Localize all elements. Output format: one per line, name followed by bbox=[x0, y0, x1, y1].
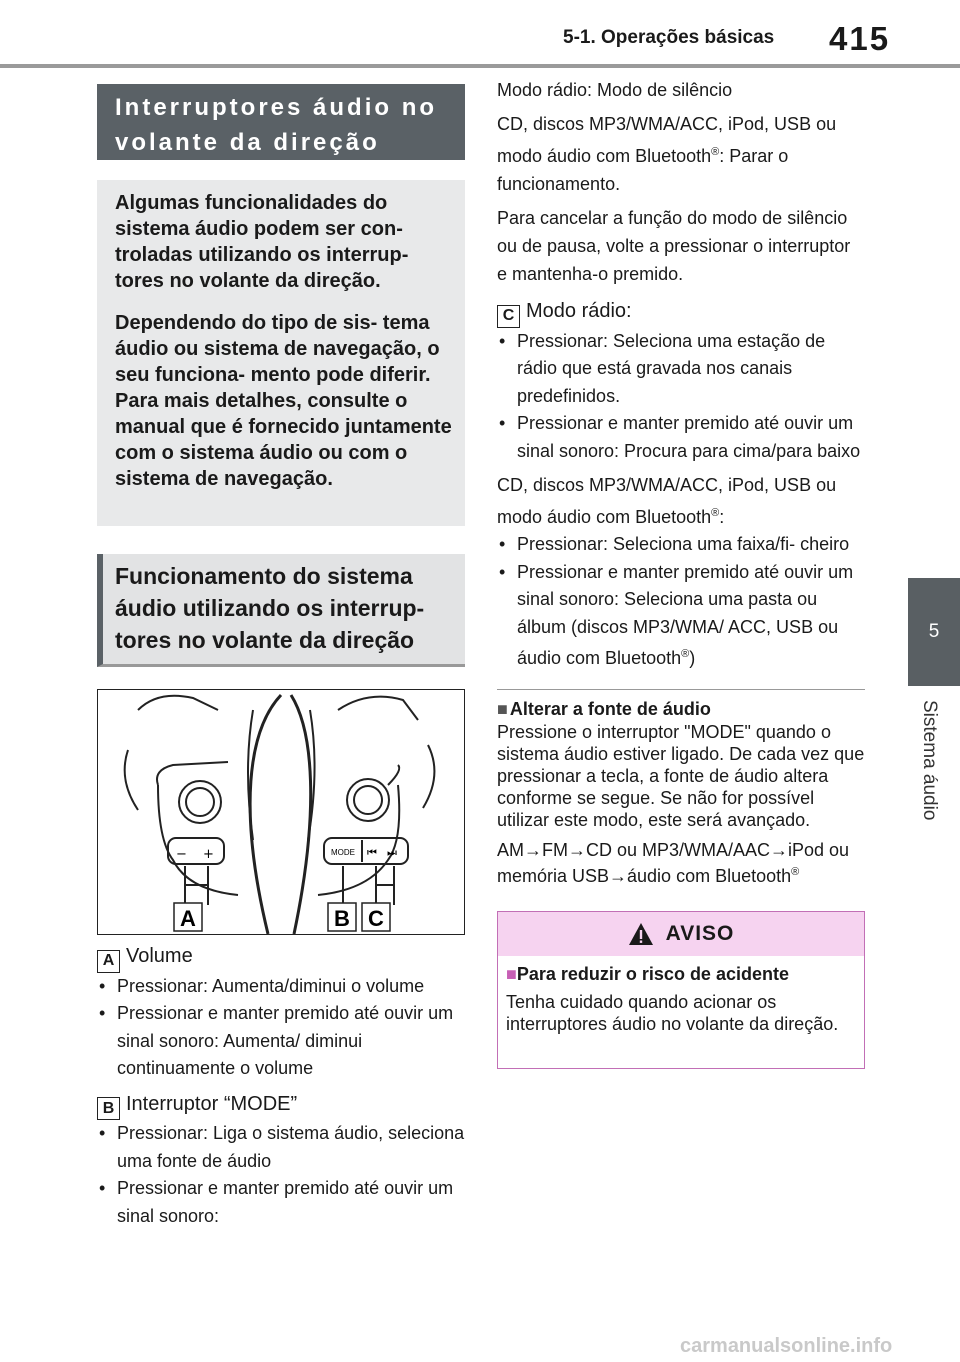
paragraph: Pressione o interruptor "MODE" quando o sistema áudio estiver ligado. De cada vez que pressionar a tecla, a fonte de áudio altera conforme se segue. Se não for possível utilizar este modo, este será avançado. bbox=[497, 721, 865, 830]
callout-c: C bbox=[368, 906, 384, 931]
label-c: C bbox=[497, 305, 520, 328]
section-title: 5-1. Operações básicas bbox=[563, 27, 775, 48]
paragraph: Modo rádio: Modo de silêncio bbox=[497, 80, 733, 100]
list-item: • Pressionar e manter premido até ouvir um sinal sonoro: bbox=[97, 1175, 465, 1230]
intro-paragraph: Dependendo do tipo de sis- tema áudio ou sistema de navegação, o seu funciona- mento pode diferir. Para mais detalhes, consulte o manual que é fornecido juntamente com o sistema áudio ou com o sistema de navegação. bbox=[115, 312, 452, 490]
intro-box bbox=[97, 180, 465, 526]
square-bullet-icon: ■ bbox=[497, 698, 508, 719]
square-bullet-icon: ■ bbox=[506, 963, 517, 984]
page-number: 415 bbox=[829, 20, 891, 57]
item-a-heading bbox=[97, 943, 465, 973]
callout-a: A bbox=[180, 906, 196, 931]
item-b-title: Interruptor “MODE” bbox=[126, 1092, 298, 1115]
warning-box bbox=[497, 911, 865, 1069]
left-column bbox=[97, 84, 465, 1230]
change-source-heading: ■ Alterar a fonte de áudio bbox=[497, 698, 711, 719]
footer-watermark: carmanualsonline.info bbox=[680, 1335, 893, 1357]
item-c-title: Modo rádio: bbox=[526, 300, 632, 322]
paragraph: CD, discos MP3/WMA/ACC, iPod, USB ou modo áudio com Bluetooth®: bbox=[497, 475, 837, 527]
steering-wheel-illustration bbox=[98, 690, 464, 934]
mode-glyph: MODE bbox=[331, 848, 355, 857]
warning-header bbox=[498, 912, 864, 956]
volume-plus-glyph: + bbox=[203, 847, 214, 862]
subsection-title: Funcionamento do sistema áudio utilizando os interrup- tores no volante da direção bbox=[97, 554, 465, 667]
warning-title: AVISO bbox=[665, 921, 735, 945]
paragraph: Para cancelar a função do modo de silêncio ou de pausa, volte a pressionar o interruptor e mantenha-o premido. bbox=[497, 208, 851, 284]
chapter-tab[interactable]: 5 bbox=[908, 578, 960, 686]
list-item: • Pressionar e manter premido até ouvir um sinal sonoro: Procura para cima/para baixo bbox=[497, 410, 865, 465]
volume-minus-glyph: − bbox=[176, 847, 187, 862]
warning-text: Tenha cuidado quando acionar os interruptores áudio no volante da direção. bbox=[506, 991, 839, 1034]
steering-wheel-figure bbox=[97, 689, 465, 935]
divider bbox=[497, 689, 865, 690]
list-item: • Pressionar e manter premido até ouvir um sinal sonoro: Seleciona uma pasta ou álbum (discos MP3/WMA/ ACC, USB ou áudio com Bluetooth®) bbox=[497, 559, 865, 673]
label-a: A bbox=[97, 950, 120, 973]
prev-track-glyph: ⏮ bbox=[367, 846, 377, 859]
chapter-label: Sistema áudio bbox=[919, 700, 940, 821]
list-item: • Pressionar: Liga o sistema áudio, seleciona uma fonte de áudio bbox=[97, 1120, 465, 1175]
next-track-glyph: ⏭ bbox=[387, 846, 397, 859]
list-item: • Pressionar: Seleciona uma faixa/fi- cheiro bbox=[497, 531, 865, 559]
warning-triangle-icon bbox=[628, 922, 654, 946]
callout-b: B bbox=[334, 906, 350, 931]
source-sequence: AM→FM→CD ou MP3/WMA/AAC→iPod ou memória USB→áudio com Bluetooth® bbox=[497, 839, 850, 886]
header-rule bbox=[0, 64, 960, 68]
item-c-heading bbox=[497, 298, 865, 328]
item-b-heading bbox=[97, 1091, 465, 1121]
right-column bbox=[497, 76, 865, 1069]
list-item: • Pressionar: Seleciona uma estação de rádio que está gravada nos canais predefinidos. bbox=[497, 328, 865, 411]
paragraph: CD, discos MP3/WMA/ACC, iPod, USB ou modo áudio com Bluetooth®: Parar o funcionamento. bbox=[497, 114, 837, 194]
warning-subtitle: ■Para reduzir o risco de acidente bbox=[506, 963, 789, 984]
topic-title: Interruptores áudio no volante da direção bbox=[97, 84, 465, 160]
label-b: B bbox=[97, 1097, 120, 1120]
intro-paragraph: Algumas funcionalidades do sistema áudio podem ser con- troladas utilizando os interrup- tores no volante da direção. bbox=[115, 192, 409, 292]
list-item: • Pressionar: Aumenta/diminui o volume bbox=[97, 973, 465, 1001]
list-item: • Pressionar e manter premido até ouvir um sinal sonoro: Aumenta/ diminui continuamente o volume bbox=[97, 1000, 465, 1083]
item-a-title: Volume bbox=[126, 945, 193, 967]
